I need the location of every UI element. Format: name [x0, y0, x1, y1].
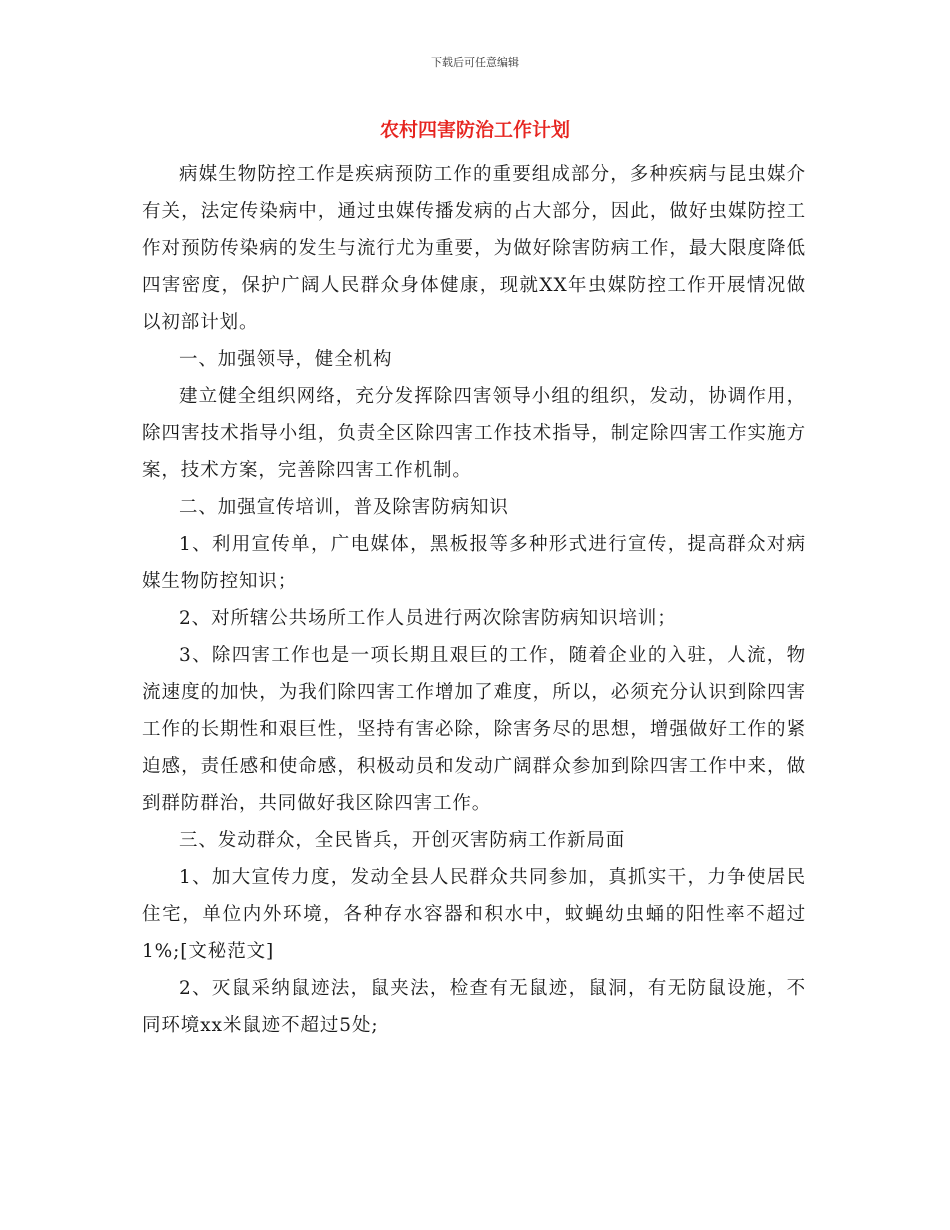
section-heading-1: 一、加强领导，健全机构	[179, 349, 393, 370]
paragraph-item-2-3: 3、除四害工作也是一项长期且艰巨的工作，随着企业的入驻，人流，物流速度的加快，为我们除四害工作增加了难度，所以，必须充分认识到除四害工作的长期性和艰巨性，坚持有害必除，除害务尽的思想，增强做好工作的紧迫感，责任感和使命感，积极动员和发动广阔群众参加到除四害工作中来，做到群防群治，共同做好我区除四害工作。	[142, 645, 806, 814]
header-note: 下载后可任意编辑	[431, 56, 519, 69]
paragraph-item-2-2: 2、对所辖公共场所工作人员进行两次除害防病知识培训；	[179, 608, 677, 629]
paragraph-item-3-1: 1、加大宣传力度，发动全县人民群众共同参加，真抓实干，力争使居民住宅，单位内外环境，各种存水容器和积水中，蚊蝇幼虫蛹的阳性率不超过1%;[文秘范文]	[142, 867, 806, 962]
paragraph-section-1: 建立健全组织网络，充分发挥除四害领导小组的组织，发动，协调作用，除四害技术指导小组，负责全区除四害工作技术指导，制定除四害工作实施方案，技术方案，完善除四害工作机制。	[142, 386, 806, 481]
document-body	[142, 156, 806, 1044]
section-heading-2: 二、加强宣传培训，普及除害防病知识	[179, 497, 509, 518]
paragraph-intro: 病媒生物防控工作是疾病预防工作的重要组成部分，多种疾病与昆虫媒介有关，法定传染病中，通过虫媒传播发病的占大部分，因此，做好虫媒防控工作对预防传染病的发生与流行尤为重要，为做好除害防病工作，最大限度降低四害密度，保护广阔人民群众身体健康，现就XX年虫媒防控工作开展情况做以初部计划。	[142, 164, 806, 333]
section-heading-3: 三、发动群众，全民皆兵，开创灭害防病工作新局面	[179, 830, 626, 851]
paragraph-item-2-1: 1、利用宣传单，广电媒体，黑板报等多种形式进行宣传，提高群众对病媒生物防控知识；	[142, 534, 806, 592]
paragraph-item-3-2: 2、灭鼠采纳鼠迹法，鼠夹法，检查有无鼠迹，鼠洞，有无防鼠设施，不同环境xx米鼠迹不超过5处;	[142, 978, 806, 1036]
document-title: 农村四害防治工作计划	[379, 119, 570, 141]
